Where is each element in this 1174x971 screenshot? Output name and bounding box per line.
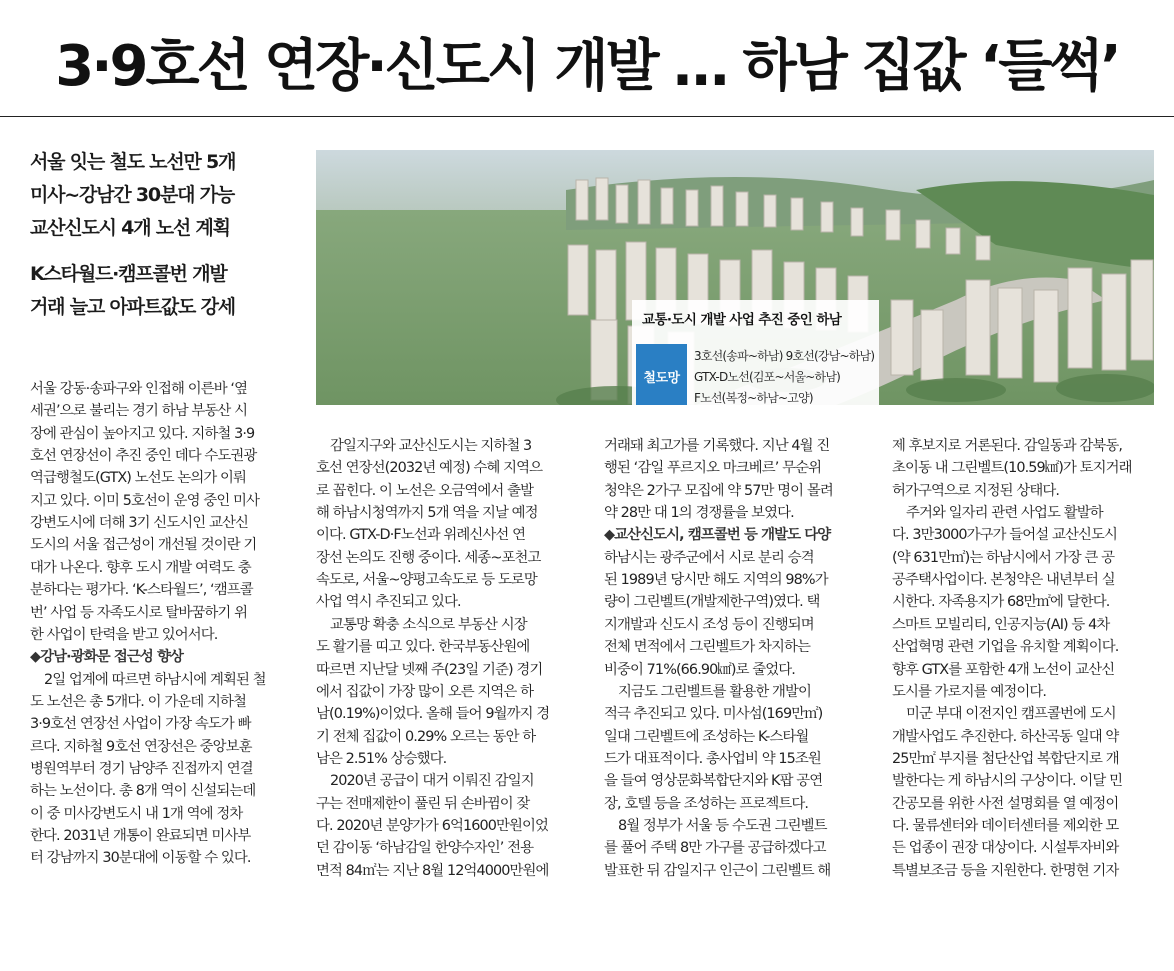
article-line: 25만㎡ 부지를 첨단산업 복합단지로 개 xyxy=(892,750,1119,767)
article-line: 다. 3만3000가구가 들어설 교산신도시 xyxy=(892,527,1117,544)
article-line: (약 631만㎡)는 하남시에서 가장 큰 공 xyxy=(892,549,1115,566)
infobox xyxy=(632,300,879,405)
article-line: 세권’으로 불리는 경기 하남 부동산 시 xyxy=(30,403,248,420)
article-line: 기 전체 집값이 0.29% 오르는 동안 하 xyxy=(316,728,536,745)
article-line: 호선 연장선이 추진 중인 데다 수도권광 xyxy=(30,448,257,465)
article-line: 지개발과 신도시 조성 등이 진행되며 xyxy=(604,616,814,633)
article-line: 향후 GTX를 포함한 4개 노선이 교산신 xyxy=(892,661,1115,678)
article-line: 비중이 71%(66.90㎢)로 줄었다. xyxy=(604,661,795,678)
article-line: 을 들여 영상문화복합단지와 K팝 공연 xyxy=(604,773,823,790)
article-line: 로 꼽힌다. 이 노선은 오금역에서 출발 xyxy=(316,482,534,499)
article-line: 던 감이동 ‘하남감일 한양수자인’ 전용 xyxy=(316,840,534,857)
article-line: 약 28만 대 1의 경쟁률을 보였다. xyxy=(604,505,794,522)
article-line: 를 풀어 주택 8만 가구를 공급하겠다고 xyxy=(604,840,826,857)
article-line: 개발사업도 추진한다. 하산곡동 일대 약 xyxy=(892,728,1119,745)
article-line: 대가 나온다. 향후 도시 개발 여력도 충 xyxy=(30,559,251,576)
article-line: 사업 역시 추진되고 있다. xyxy=(316,594,461,611)
article-line: 하는 노선이다. 총 8개 역이 신설되는데 xyxy=(30,783,256,800)
subheadline-line: 서울 잇는 철도 노선만 5개 xyxy=(30,151,236,173)
article-line: 지금도 그린벨트를 활용한 개발이 xyxy=(618,683,812,700)
infobox-row-railway xyxy=(632,344,879,405)
infobox-item: 3호선(송파~하남) 9호선(강남~하남) xyxy=(694,349,875,363)
article-line: 제 후보지로 거론된다. 감일동과 감북동, xyxy=(892,438,1123,454)
subheadline-line: 거래 늘고 아파트값도 강세 xyxy=(30,296,235,318)
article-line: 남은 2.51% 상승했다. xyxy=(316,750,447,767)
section-heading: ◆교산신도시, 캠프콜번 등 개발도 다양 xyxy=(604,527,831,544)
article-line: 역급행철도(GTX) 노선도 논의가 이뤄 xyxy=(30,470,247,487)
article-line: 구는 전매제한이 풀린 뒤 손바뀜이 잦 xyxy=(316,795,530,812)
article-line: 하남시는 광주군에서 시로 분리 승격 xyxy=(604,549,814,566)
infobox-title: 교통·도시 개발 사업 추진 중인 하남 xyxy=(642,312,842,328)
article-line: 이다. GTX-D·F노선과 위례신사선 연 xyxy=(316,527,526,544)
article-line: 감일지구와 교산신도시는 지하철 3 xyxy=(330,438,532,454)
article-line: 산업혁명 관련 기업을 유치할 계획이다. xyxy=(892,639,1119,656)
article-line: 도시를 가로지를 예정이다. xyxy=(892,683,1047,700)
article-line: 주거와 일자리 관련 사업도 활발하 xyxy=(906,505,1103,522)
article-line: 도 노선은 총 5개다. 이 가운데 지하철 xyxy=(30,693,246,710)
article-line: 터 강남까지 30분대에 이동할 수 있다. xyxy=(30,850,251,867)
subheadline-line: 미사~강남간 30분대 가능 xyxy=(30,184,234,206)
article-line: 병원역부터 경기 남양주 진접까지 연결 xyxy=(30,760,253,777)
article-line: 거래돼 최고가를 기록했다. 지난 4월 진 xyxy=(604,438,830,454)
infobox-category: 철도망 xyxy=(636,344,687,405)
article-line: 교통망 확충 소식으로 부동산 시장 xyxy=(330,616,527,633)
article-line: 번’ 사업 등 자족도시로 탈바꿈하기 위 xyxy=(30,604,248,621)
article-line: 2일 업계에 따르면 하남시에 계획된 철 xyxy=(44,671,266,688)
article-line: 일대 그린벨트에 조성하는 K-스타월 xyxy=(604,728,809,745)
article-line: 청약은 2가구 모집에 약 57만 명이 몰려 xyxy=(604,482,833,499)
article-line: 공주택사업이다. 본청약은 내년부터 실 xyxy=(892,572,1115,589)
article-line: 특별보조금 등을 지원한다. 한명현 기자 xyxy=(892,862,1119,879)
infobox-item: F노선(복정~하남~고양) xyxy=(694,391,813,405)
article-line: 발표한 뒤 감일지구 인근이 그린벨트 해 xyxy=(604,862,831,879)
article-line: 드가 대표적이다. 총사업비 약 15조원 xyxy=(604,750,821,767)
subheadline-group-1 xyxy=(30,146,300,245)
article-line: 따르면 지난달 넷째 주(23일 기준) 경기 xyxy=(316,661,543,678)
article-line: 에서 집값이 가장 많이 오른 지역은 하 xyxy=(316,683,534,700)
article-line: 강변도시에 더해 3기 신도시인 교산신 xyxy=(30,515,248,532)
article-line: 르다. 지하철 9호선 연장선은 중앙보훈 xyxy=(30,738,252,755)
headline: 3·9호선 연장·신도시 개발 … 하남 집값 ‘들썩’ xyxy=(55,34,1119,99)
headline-rule xyxy=(0,116,1174,117)
subheadline-group-2 xyxy=(30,258,300,324)
subheadline-line: K스타월드·캠프콜번 개발 xyxy=(30,263,227,285)
article-line: 든 업종이 권장 대상이다. 시설투자비와 xyxy=(892,840,1119,857)
article-line: 속도로, 서울~양평고속도로 등 도로망 xyxy=(316,572,537,589)
article-line: 지고 있다. 이미 5호선이 운영 중인 미사 xyxy=(30,492,259,509)
article-line: 2020년 공급이 대거 이뤄진 감일지 xyxy=(330,773,534,790)
article-line: 남(0.19%)이었다. 올해 들어 9월까지 경 xyxy=(316,706,550,723)
article-line: 미군 부대 이전지인 캠프콜번에 도시 xyxy=(906,706,1116,723)
article-line: 한 사업이 탄력을 받고 있어서다. xyxy=(30,626,218,643)
article-line: 전체 면적에서 그린벨트가 차지하는 xyxy=(604,639,811,656)
article-line: 8월 정부가 서울 등 수도권 그린벨트 xyxy=(618,817,827,834)
article-line: 한다. 2031년 개통이 완료되면 미사부 xyxy=(30,828,251,844)
article-line: 이 중 미사강변도시 내 1개 역에 정차 xyxy=(30,805,243,822)
article-line: 초이동 내 그린벨트(10.59㎢)가 토지거래 xyxy=(892,460,1132,477)
aerial-photo xyxy=(316,150,1154,405)
article-line: 스마트 모빌리티, 인공지능(AI) 등 4차 xyxy=(892,616,1110,633)
section-heading: ◆강남·광화문 접근성 향상 xyxy=(30,649,183,666)
article-line: 량이 그린벨트(개발제한구역)였다. 택 xyxy=(604,594,820,611)
article-line: 시한다. 자족용지가 68만㎡에 달한다. xyxy=(892,594,1110,611)
subheadline-line: 교산신도시 4개 노선 계획 xyxy=(30,217,230,239)
infobox-item: GTX-D노선(김포~서울~하남) xyxy=(694,370,841,384)
article-line: 도 활기를 띠고 있다. 한국부동산원에 xyxy=(316,639,530,656)
article-line: 도시의 서울 접근성이 개선될 것이란 기 xyxy=(30,537,257,554)
article-line: 다. 2020년 분양가가 6억1600만원이었 xyxy=(316,817,549,834)
article-line: 된 1989년 당시만 해도 지역의 98%가 xyxy=(604,572,828,589)
article-line: 적극 추진되고 있다. 미사섬(169만㎡) xyxy=(604,706,823,723)
article-line: 해 하남시청역까지 5개 역을 지날 예정 xyxy=(316,505,538,522)
article-line: 허가구역으로 지정된 상태다. xyxy=(892,482,1060,499)
article-line: 장, 호텔 등을 조성하는 프로젝트다. xyxy=(604,795,809,812)
article-line: 면적 84㎡는 지난 8월 12억4000만원에 xyxy=(316,862,549,879)
article-line: 발한다는 게 하남시의 구상이다. 이달 민 xyxy=(892,773,1123,790)
article-line: 다. 물류센터와 데이터센터를 제외한 모 xyxy=(892,817,1119,834)
article-line: 3·9호선 연장선 사업이 가장 속도가 빠 xyxy=(30,716,251,733)
article-line: 서울 강동·송파구와 인접해 이른바 ‘옆 xyxy=(30,381,248,397)
article-line: 장에 관심이 높아지고 있다. 지하철 3·9 xyxy=(30,425,255,442)
article-line: 분하다는 평가다. ‘K-스타월드’, ‘캠프콜 xyxy=(30,582,253,599)
article-line: 간공모를 위한 사전 설명회를 열 예정이 xyxy=(892,795,1119,812)
article-line: 행된 ‘감일 푸르지오 마크베르’ 무순위 xyxy=(604,460,822,477)
article-line: 호선 연장선(2032년 예정) 수혜 지역으 xyxy=(316,460,543,477)
article-line: 장선 논의도 진행 중이다. 세종~포천고 xyxy=(316,549,541,566)
